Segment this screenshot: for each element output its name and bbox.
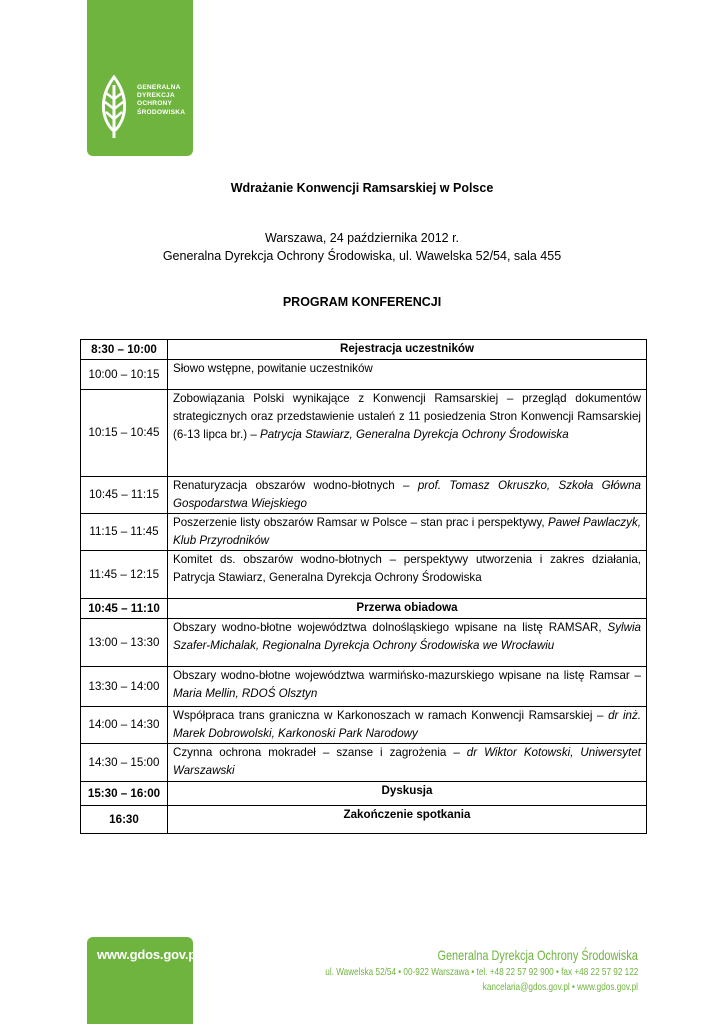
program-description <box>168 667 647 707</box>
program-topic: Zobowiązania Polski wynikające z Konwencji Ramsarskiej – przegląd dokumentów strategicznych oraz przedstawienie ustaleń z 11 posiedzenia Stron Konwencji Ramsarskiej (6-13 lipca br.) – <box>173 392 641 441</box>
footer-address: ul. Wawelska 52/54 • 00-922 Warszawa • tel. +48 22 57 92 900 • fax +48 22 57 92 122 <box>324 966 638 978</box>
program-time: 10:15 – 10:45 <box>81 390 168 477</box>
program-row <box>81 477 647 514</box>
program-speaker: dr Wiktor Kotowski, Uniwersytet Warszawski <box>173 746 641 777</box>
program-speaker: Maria Mellin, RDOŚ Olsztyn <box>173 687 318 700</box>
program-topic: Zakończenie spotkania <box>343 808 471 821</box>
program-time: 8:30 – 10:00 <box>81 340 168 360</box>
program-description <box>168 551 647 599</box>
document-title: Wdrażanie Konwencji Ramsarskiej w Polsce <box>230 181 494 195</box>
program-description <box>168 599 647 619</box>
program-title: PROGRAM KONFERENCJI <box>282 295 442 309</box>
program-speaker: Paweł Pawlaczyk, Klub Przyrodników <box>173 516 641 547</box>
program-description <box>168 806 647 834</box>
program-time: 11:15 – 11:45 <box>81 514 168 551</box>
program-row <box>81 340 647 360</box>
logo-line: OCHRONY <box>137 100 173 108</box>
program-time: 13:30 – 14:00 <box>81 667 168 707</box>
footer-contact[interactable]: kancelaria@gdos.gov.pl • www.gdos.gov.pl <box>482 981 638 993</box>
program-row <box>81 390 647 477</box>
footer-url[interactable]: www.gdos.gov.pl <box>97 947 200 962</box>
program-row <box>81 806 647 834</box>
program-topic: Współpraca trans graniczna w Karkonoszach w ramach Konwencji Ramsarskiej – <box>173 709 609 722</box>
program-row <box>81 782 647 806</box>
program-topic: Obszary wodno-błotne województwa warmińsko-mazurskiego wpisane na listę Ramsar – <box>173 669 641 682</box>
program-description <box>168 360 647 390</box>
footer-url-box <box>87 937 200 1024</box>
program-row <box>81 744 647 782</box>
program-speaker: prof. Tomasz Okruszko, Szkoła Główna Gospodarstwa Wiejskiego <box>173 479 641 510</box>
program-row <box>81 619 647 667</box>
gdos-logo <box>87 0 193 156</box>
leaf-icon <box>101 75 127 139</box>
program-topic: Obszary wodno-błotne województwa dolnośląskiego wpisane na listę RAMSAR, <box>173 621 608 634</box>
program-row <box>81 514 647 551</box>
program-speaker: dr inż. Marek Dobrowolski, Karkonoski Park Narodowy <box>173 709 641 740</box>
program-description <box>168 390 647 477</box>
program-description <box>168 744 647 782</box>
program-time: 14:00 – 14:30 <box>81 707 168 744</box>
program-speaker: Sylwia Szafer-Michalak, Regionalna Dyrekcja Ochrony Środowiska we Wrocławiu <box>173 621 641 652</box>
program-time: 10:45 – 11:15 <box>81 477 168 514</box>
footer-organization: Generalna Dyrekcja Ochrony Środowiska <box>437 947 638 963</box>
program-topic: Renaturyzacja obszarów wodno-błotnych – <box>173 479 418 492</box>
program-time: 16:30 <box>81 806 168 834</box>
program-topic: Rejestracja uczestników <box>339 342 475 355</box>
document-date: Warszawa, 24 października 2012 r. <box>264 231 460 245</box>
program-description <box>168 707 647 744</box>
document-venue: Generalna Dyrekcja Ochrony Środowiska, ul. Wawelska 52/54, sala 455 <box>162 249 562 263</box>
program-table <box>80 339 647 834</box>
logo-line: GENERALNA <box>137 84 181 91</box>
program-row <box>81 360 647 390</box>
program-time: 11:45 – 12:15 <box>81 551 168 599</box>
program-row <box>81 551 647 599</box>
program-description <box>168 782 647 806</box>
program-topic: Słowo wstępne, powitanie uczestników <box>173 362 373 375</box>
program-time: 14:30 – 15:00 <box>81 744 168 782</box>
program-time: 15:30 – 16:00 <box>81 782 168 806</box>
logo-line: ŚRODOWISKA <box>137 108 186 116</box>
logo-wordmark <box>137 84 185 117</box>
program-topic: Poszerzenie listy obszarów Ramsar w Polsce – stan prac i perspektywy, <box>173 516 549 529</box>
program-time: 10:00 – 10:15 <box>81 360 168 390</box>
program-topic: Dyskusja <box>381 784 433 797</box>
program-description <box>168 340 647 360</box>
program-description <box>168 619 647 667</box>
program-description <box>168 514 647 551</box>
logo-line: DYREKCJA <box>137 92 175 100</box>
program-topic: Przerwa obiadowa <box>356 601 458 614</box>
program-row <box>81 599 647 619</box>
program-row <box>81 667 647 707</box>
program-time: 13:00 – 13:30 <box>81 619 168 667</box>
program-row <box>81 707 647 744</box>
program-speaker: Patrycja Stawiarz, Generalna Dyrekcja Ochrony Środowiska <box>260 428 569 441</box>
program-time: 10:45 – 11:10 <box>81 599 168 619</box>
program-topic: Komitet ds. obszarów wodno-błotnych – perspektywy utworzenia i zakres działania, Patrycja Stawiarz, Generalna Dyrekcja Ochrony Środowiska <box>173 553 641 584</box>
program-description <box>168 477 647 514</box>
program-topic: Czynna ochrona mokradeł – szanse i zagrożenia – <box>173 746 467 759</box>
